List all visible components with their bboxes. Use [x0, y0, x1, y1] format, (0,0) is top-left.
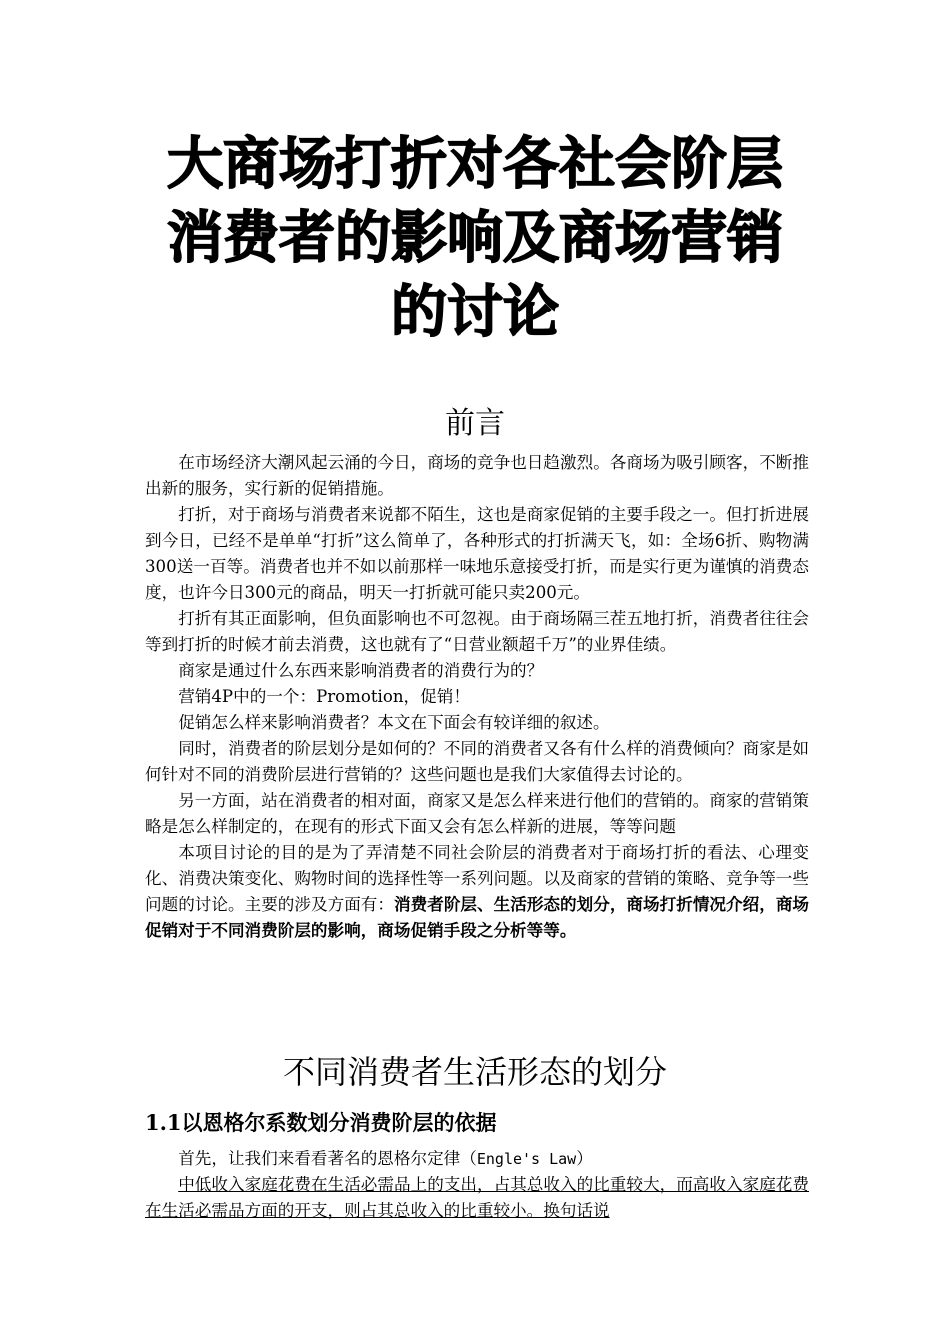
paragraph: 在市场经济大潮风起云涌的今日，商场的竞争也日趋激烈。各商场为吸引顾客，不断推出新的服务，实行新的促销措施。	[145, 453, 809, 498]
engel-law-name: Engle's Law	[476, 1150, 577, 1168]
engel-intro-end: ）	[576, 1149, 593, 1168]
paragraph: 另一方面，站在消费者的相对面，商家又是怎么样来进行他们的营销的。商家的营销策略是怎么样制定的，在现有的形式下面又会有怎么样新的进展，等等问题	[145, 791, 809, 836]
section-body	[145, 1146, 809, 1224]
summary-bold-text: 消费者阶层、生活形态的划分，商场打折情况介绍，商场促销对于不同消费阶层的影响，商场促销手段之分析等等。	[145, 895, 810, 940]
document-title	[130, 128, 820, 350]
paragraph: 商家是通过什么东西来影响消费者的消费行为的？	[178, 661, 544, 680]
engel-intro-text: 首先，让我们来看看著名的恩格尔定律（	[178, 1149, 477, 1168]
title-line-2: 消费者的影响及商场营销	[167, 206, 783, 271]
paragraph-summary	[145, 840, 809, 944]
subsection-heading: 1.1以恩格尔系数划分消费阶层的依据	[145, 1110, 497, 1135]
title-line-3: 的讨论	[391, 280, 559, 345]
paragraph: 促销怎么样来影响消费者？本文在下面会有较详细的叙述。	[178, 713, 610, 732]
summary-plain-text: 本项目讨论的目的是为了弄清楚不同社会阶层的消费者对于商场打折的看法、心理变化、消费决策变化、购物时间的选择性等一系列问题。以及商家的营销的策略、竞争等一些问题的讨论。主要的涉及方面有：	[145, 843, 809, 914]
title-line-1: 大商场打折对各社会阶层	[167, 132, 783, 197]
paragraph: 同时，消费者的阶层划分是如何的？不同的消费者又各有什么样的消费倾向？商家是如何针对不同的消费阶层进行营销的？这些问题也是我们大家值得去讨论的。	[145, 739, 809, 784]
paragraph: 打折有其正面影响，但负面影响也不可忽视。由于商场隔三茬五地打折，消费者往往会等到打折的时候才前去消费，这也就有了“日营业额超千万”的业界佳绩。	[145, 609, 809, 654]
paragraph: 打折，对于商场与消费者来说都不陌生，这也是商家促销的主要手段之一。但打折进展到今日，已经不是单单“打折”这么简单了，各种形式的打折满天飞，如：全场6折、购物满300送一百等。消费者也并不如以前那样一味地乐意接受打折，而是实行更为谨慎的消费态度，也许今日300元的商品，明天一打折就可能只卖200元。	[145, 505, 809, 602]
preface-heading: 前言	[445, 406, 505, 441]
paragraph: 营销4P中的一个：Promotion，促销！	[178, 687, 470, 706]
section-heading: 不同消费者生活形态的划分	[282, 1053, 667, 1091]
paragraph	[145, 1146, 809, 1172]
preface-body	[145, 450, 809, 944]
paragraph-underlined: 中低收入家庭花费在生活必需品上的支出，占其总收入的比重较大，而高收入家庭花费在生活必需品方面的开支，则占其总收入的比重较小。换句话说	[145, 1175, 809, 1220]
